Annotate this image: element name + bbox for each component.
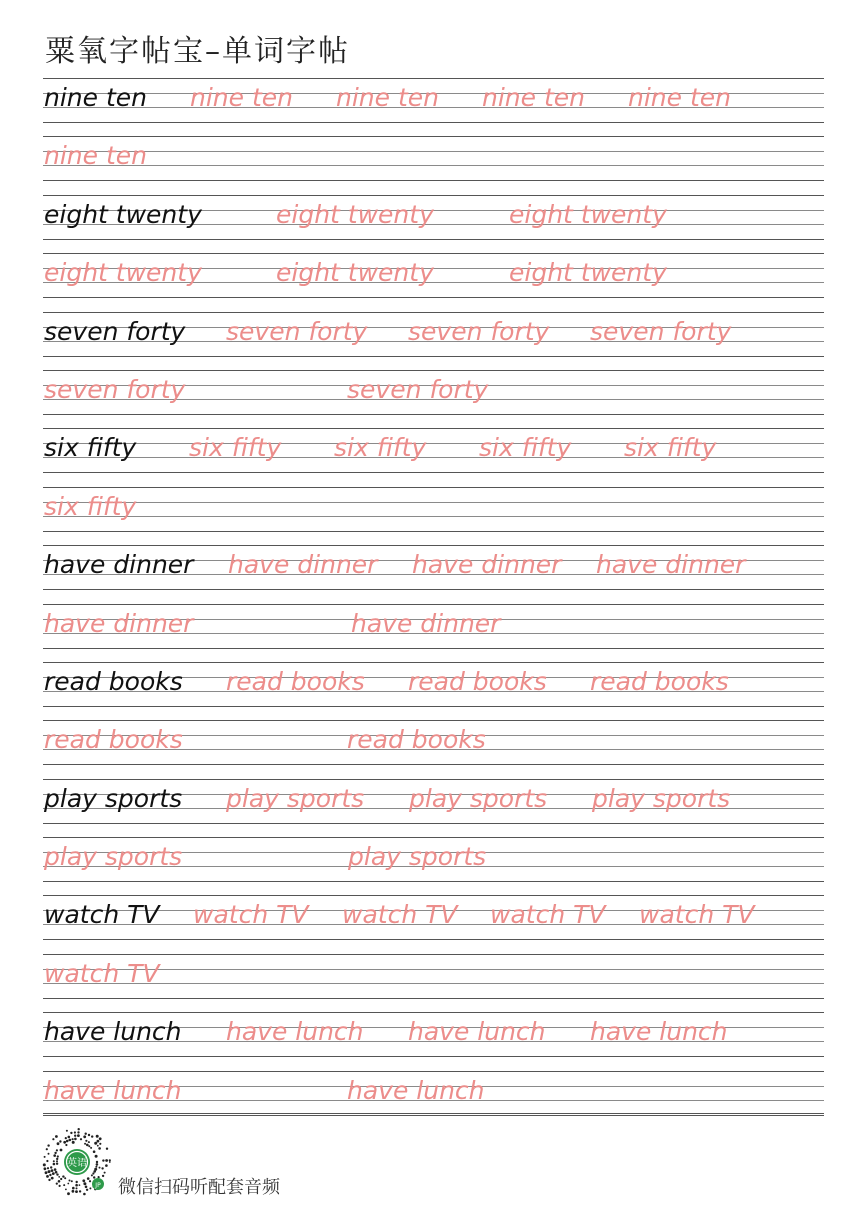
trace-word: have dinner <box>596 550 746 580</box>
trace-word: read books <box>408 666 547 696</box>
guide-line <box>43 895 824 896</box>
trace-word: seven forty <box>347 374 489 404</box>
guide-line <box>43 662 824 663</box>
trace-word: have lunch <box>408 1017 546 1047</box>
guide-line <box>43 151 824 152</box>
trace-word: play sports <box>44 842 183 872</box>
page-title: 粟氧字帖宝–单词字帖 <box>45 34 350 69</box>
guide-line <box>43 589 824 590</box>
trace-word: six fifty <box>624 433 717 463</box>
trace-word: have lunch <box>590 1017 728 1047</box>
practice-row <box>0 604 868 662</box>
trace-word: play sports <box>226 783 365 813</box>
trace-word: read books <box>590 666 729 696</box>
trace-word: eight twenty <box>276 258 434 288</box>
guide-line <box>43 998 824 999</box>
practice-row <box>0 370 868 428</box>
trace-word: have lunch <box>226 1017 364 1047</box>
trace-word: eight twenty <box>276 199 434 229</box>
trace-word: nine ten <box>628 83 731 112</box>
practice-sheet <box>0 78 868 1129</box>
guide-line <box>43 195 824 196</box>
svg-text:JP: JP <box>95 1182 101 1189</box>
guide-line <box>43 428 824 429</box>
trace-word: six fifty <box>479 433 572 463</box>
trace-word: watch TV <box>639 900 755 930</box>
guide-line <box>43 764 824 765</box>
model-word: have lunch <box>44 1017 182 1047</box>
guide-line <box>43 545 824 546</box>
qr-code-icon[interactable] <box>40 1126 114 1200</box>
practice-row <box>0 253 868 311</box>
trace-word: seven forty <box>44 374 186 404</box>
trace-word: seven forty <box>408 316 550 346</box>
footer <box>40 1126 360 1200</box>
trace-word: watch TV <box>490 900 606 930</box>
trace-word: have dinner <box>351 608 501 638</box>
guide-line <box>43 1056 824 1057</box>
guide-line <box>43 1012 824 1013</box>
model-word: play sports <box>44 783 183 813</box>
trace-word: six fifty <box>334 433 427 463</box>
practice-row <box>0 195 868 253</box>
guide-line <box>43 78 824 79</box>
trace-word: watch TV <box>44 958 160 988</box>
trace-word: read books <box>226 666 365 696</box>
trace-word: have lunch <box>44 1075 182 1105</box>
guide-line <box>43 165 824 166</box>
guide-line <box>43 312 824 313</box>
trace-word: play sports <box>409 783 548 813</box>
guide-line <box>43 837 824 838</box>
bottom-rule-line <box>43 1113 824 1114</box>
trace-word: read books <box>44 725 183 755</box>
trace-word: eight twenty <box>509 258 667 288</box>
practice-row <box>0 428 868 486</box>
guide-line <box>43 356 824 357</box>
guide-line <box>43 180 824 181</box>
practice-row <box>0 312 868 370</box>
guide-line <box>43 502 824 503</box>
practice-row <box>0 779 868 837</box>
model-word: nine ten <box>44 83 147 112</box>
practice-row <box>0 1012 868 1070</box>
model-word: watch TV <box>44 900 160 930</box>
guide-line <box>43 253 824 254</box>
practice-row <box>0 837 868 895</box>
trace-word: play sports <box>348 842 487 872</box>
trace-word: eight twenty <box>509 199 667 229</box>
guide-line <box>43 1115 824 1116</box>
trace-word: read books <box>347 725 486 755</box>
practice-row <box>0 136 868 194</box>
trace-word: watch TV <box>193 900 309 930</box>
guide-line <box>43 706 824 707</box>
guide-line <box>43 516 824 517</box>
practice-row <box>0 487 868 545</box>
practice-row <box>0 545 868 603</box>
scan-instruction: 微信扫码听配套音频 <box>118 1177 280 1198</box>
guide-line <box>43 1071 824 1072</box>
model-word: have dinner <box>44 550 194 580</box>
trace-word: six fifty <box>189 433 282 463</box>
guide-line <box>43 472 824 473</box>
trace-word: have lunch <box>347 1075 485 1105</box>
guide-line <box>43 122 824 123</box>
guide-line <box>43 779 824 780</box>
guide-line <box>43 823 824 824</box>
trace-word: nine ten <box>44 141 147 171</box>
model-word: read books <box>44 666 183 696</box>
guide-line <box>43 648 824 649</box>
guide-line <box>43 939 824 940</box>
guide-line <box>43 954 824 955</box>
guide-line <box>43 136 824 137</box>
guide-line <box>43 969 824 970</box>
trace-word: have dinner <box>228 550 378 580</box>
trace-word: have dinner <box>412 550 562 580</box>
trace-word: seven forty <box>226 316 368 346</box>
trace-word: have dinner <box>44 608 194 638</box>
practice-row <box>0 1071 868 1129</box>
practice-row <box>0 720 868 778</box>
guide-line <box>43 239 824 240</box>
guide-line <box>43 881 824 882</box>
guide-line <box>43 531 824 532</box>
guide-line <box>43 414 824 415</box>
model-word: eight twenty <box>44 199 202 229</box>
trace-word: watch TV <box>342 900 458 930</box>
model-word: six fifty <box>44 433 137 463</box>
practice-row <box>0 78 868 136</box>
trace-word: nine ten <box>190 83 293 112</box>
guide-line <box>43 983 824 984</box>
guide-line <box>43 297 824 298</box>
trace-word: eight twenty <box>44 258 202 288</box>
model-word: seven forty <box>44 316 186 346</box>
practice-row <box>0 954 868 1012</box>
guide-line <box>43 720 824 721</box>
trace-word: six fifty <box>44 491 137 521</box>
trace-word: seven forty <box>590 316 732 346</box>
guide-line <box>43 370 824 371</box>
qr-badge-label: 英语 <box>67 1158 87 1169</box>
trace-word: nine ten <box>482 83 585 112</box>
trace-word: play sports <box>592 783 731 813</box>
guide-line <box>43 604 824 605</box>
practice-row <box>0 662 868 720</box>
practice-row <box>0 895 868 953</box>
trace-word: nine ten <box>336 83 439 112</box>
guide-line <box>43 487 824 488</box>
